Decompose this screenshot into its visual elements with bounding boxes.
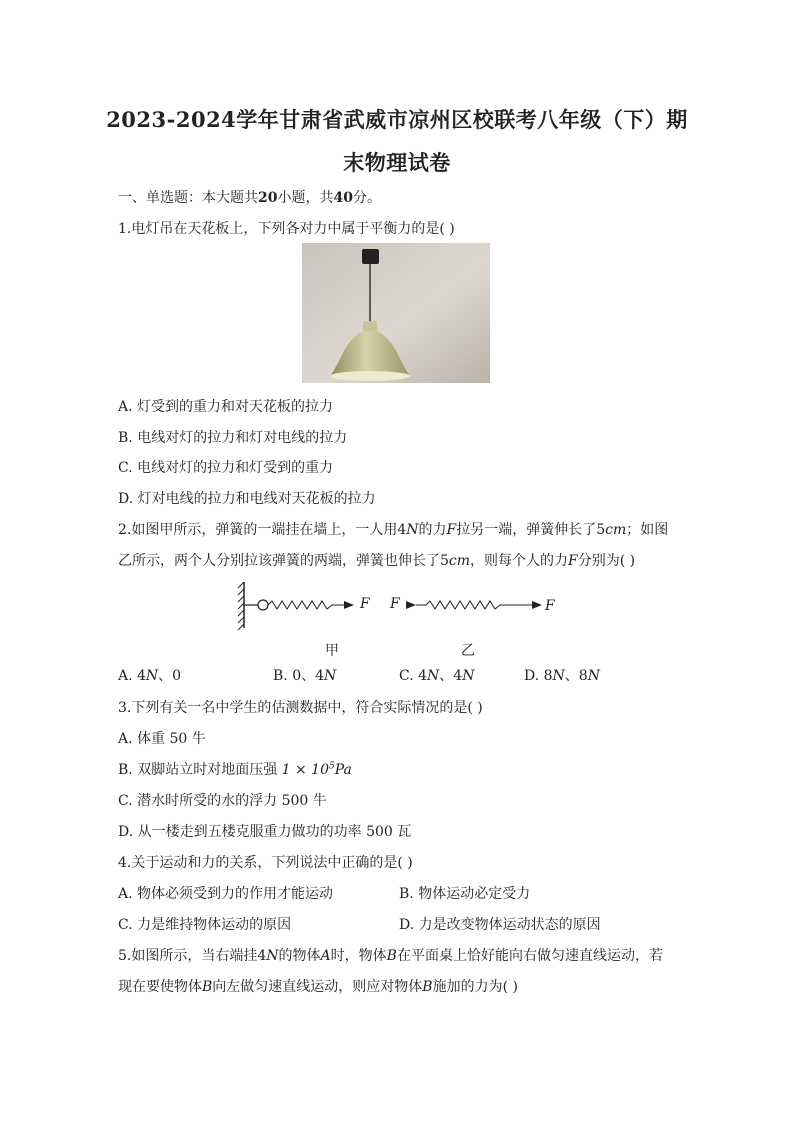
question-3-option-b: B. 双脚站立时对地面压强 $1 \times 10^5Pa$ — [118, 761, 352, 778]
page-title-line-2: 末物理试卷 — [343, 150, 451, 175]
section-header: 一、单选题：本大题共20小题，共40分。 — [118, 190, 381, 206]
question-1-stem: 1.电灯吊在天花板上，下列各对力中属于平衡力的是( ) — [118, 221, 455, 237]
question-2-option-b: B. 0、4N — [273, 668, 337, 684]
question-1-option-a: A. 灯受到的重力和对天花板的拉力 — [118, 399, 334, 415]
question-4-option-d: D. 力是改变物体运动状态的原因 — [399, 917, 601, 933]
spring-force-label-yi-left: F — [390, 596, 400, 612]
question-5-stem-line-1: 5.如图所示，当右端挂4N的物体A时，物体B在平面桌上恰好能向右做匀速直线运动，若 — [118, 948, 663, 964]
question-3-stem: 3.下列有关一名中学生的估测数据中，符合实际情况的是( ) — [118, 700, 483, 716]
question-2-option-c: C. 4N、4N — [399, 668, 475, 684]
question-2-option-a: A. 4N、0 — [118, 668, 182, 684]
lamp-photo — [302, 243, 490, 383]
question-3-option-a: A. 体重 50 牛 — [118, 731, 206, 747]
question-1-option-c: C. 电线对灯的拉力和灯受到的重力 — [118, 460, 334, 476]
question-1-option-b: B. 电线对灯的拉力和灯对电线的拉力 — [118, 430, 348, 446]
question-1-option-d: D. 灯对电线的拉力和电线对天花板的拉力 — [118, 491, 376, 507]
spring-diagram — [236, 578, 576, 632]
figure-label-jia: 甲 — [325, 643, 339, 659]
question-5-stem-line-2: 现在要使物体B向左做匀速直线运动，则应对物体B施加的力为( ) — [118, 979, 518, 995]
question-4-stem: 4.关于运动和力的关系，下列说法中正确的是( ) — [118, 855, 413, 871]
question-3-option-d: D. 从一楼走到五楼克服重力做功的功率 500 瓦 — [118, 824, 412, 840]
figure-label-yi: 乙 — [461, 643, 475, 659]
spring-force-label-yi-right: F — [545, 598, 555, 614]
question-2-stem-line-1: 2.如图甲所示，弹簧的一端挂在墙上，一人用4N的力F拉另一端，弹簧伸长了5cm；如图 — [118, 522, 669, 538]
page-title-line-1: 2023-2024学年甘肃省武威市凉州区校联考八年级（下）期 — [106, 107, 688, 132]
spring-force-label-jia: F — [360, 596, 370, 612]
question-4-option-b: B. 物体运动必定受力 — [399, 886, 531, 902]
question-2-stem-line-2: 乙所示，两个人分别拉该弹簧的两端，弹簧也伸长了5cm，则每个人的力F分别为( ) — [118, 553, 636, 569]
question-4-option-a: A. 物体必须受到力的作用才能运动 — [118, 886, 334, 902]
question-3-option-c: C. 潜水时所受的水的浮力 500 牛 — [118, 793, 327, 809]
question-4-option-c: C. 力是维持物体运动的原因 — [118, 917, 292, 933]
question-2-option-d: D. 8N、8N — [524, 668, 600, 684]
